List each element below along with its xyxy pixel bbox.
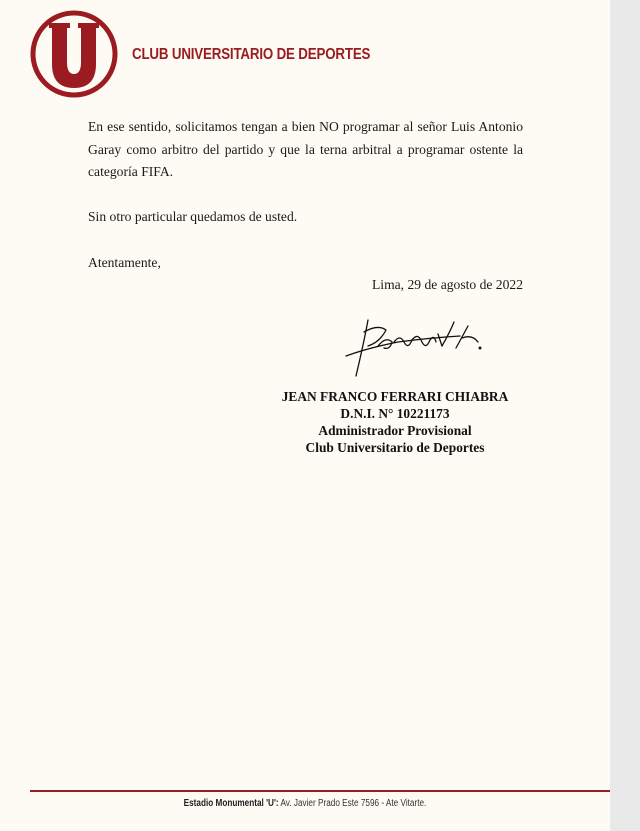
club-u-logo — [30, 10, 118, 98]
signatory-org: Club Universitario de Deportes — [305, 440, 485, 455]
letter-salutation: Atentamente, — [88, 255, 161, 270]
signatory-name: JEAN FRANCO FERRARI CHIABRA — [281, 389, 509, 404]
letter-paragraph-closing-remark: Sin otro particular quedamos de usted. — [88, 209, 298, 224]
handwritten-signature — [338, 312, 488, 378]
signatory-dni: D.N.I. N° 10221173 — [340, 406, 450, 421]
signatory-block — [250, 388, 540, 456]
footer-street: Av. Javier Prado Este 7596 - Ate Vitarte. — [278, 798, 427, 809]
letter-date: Lima, 29 de agosto de 2022 — [371, 277, 523, 292]
signatory-role: Administrador Provisional — [318, 423, 472, 438]
footer-venue: Estadio Monumental 'U': — [183, 798, 279, 809]
footer-address — [0, 798, 610, 809]
letter-paragraph-request: En ese sentido, solicitamos tengan a bien NO programar al señor Luis Antonio Garay como arbitro del partido y que la terna arbitral a programar ostente la categoría FIFA. — [88, 119, 523, 179]
org-name-heading: CLUB UNIVERSITARIO DE DEPORTES — [132, 46, 371, 63]
page-margin-strip — [610, 0, 640, 831]
footer-divider — [30, 790, 610, 792]
